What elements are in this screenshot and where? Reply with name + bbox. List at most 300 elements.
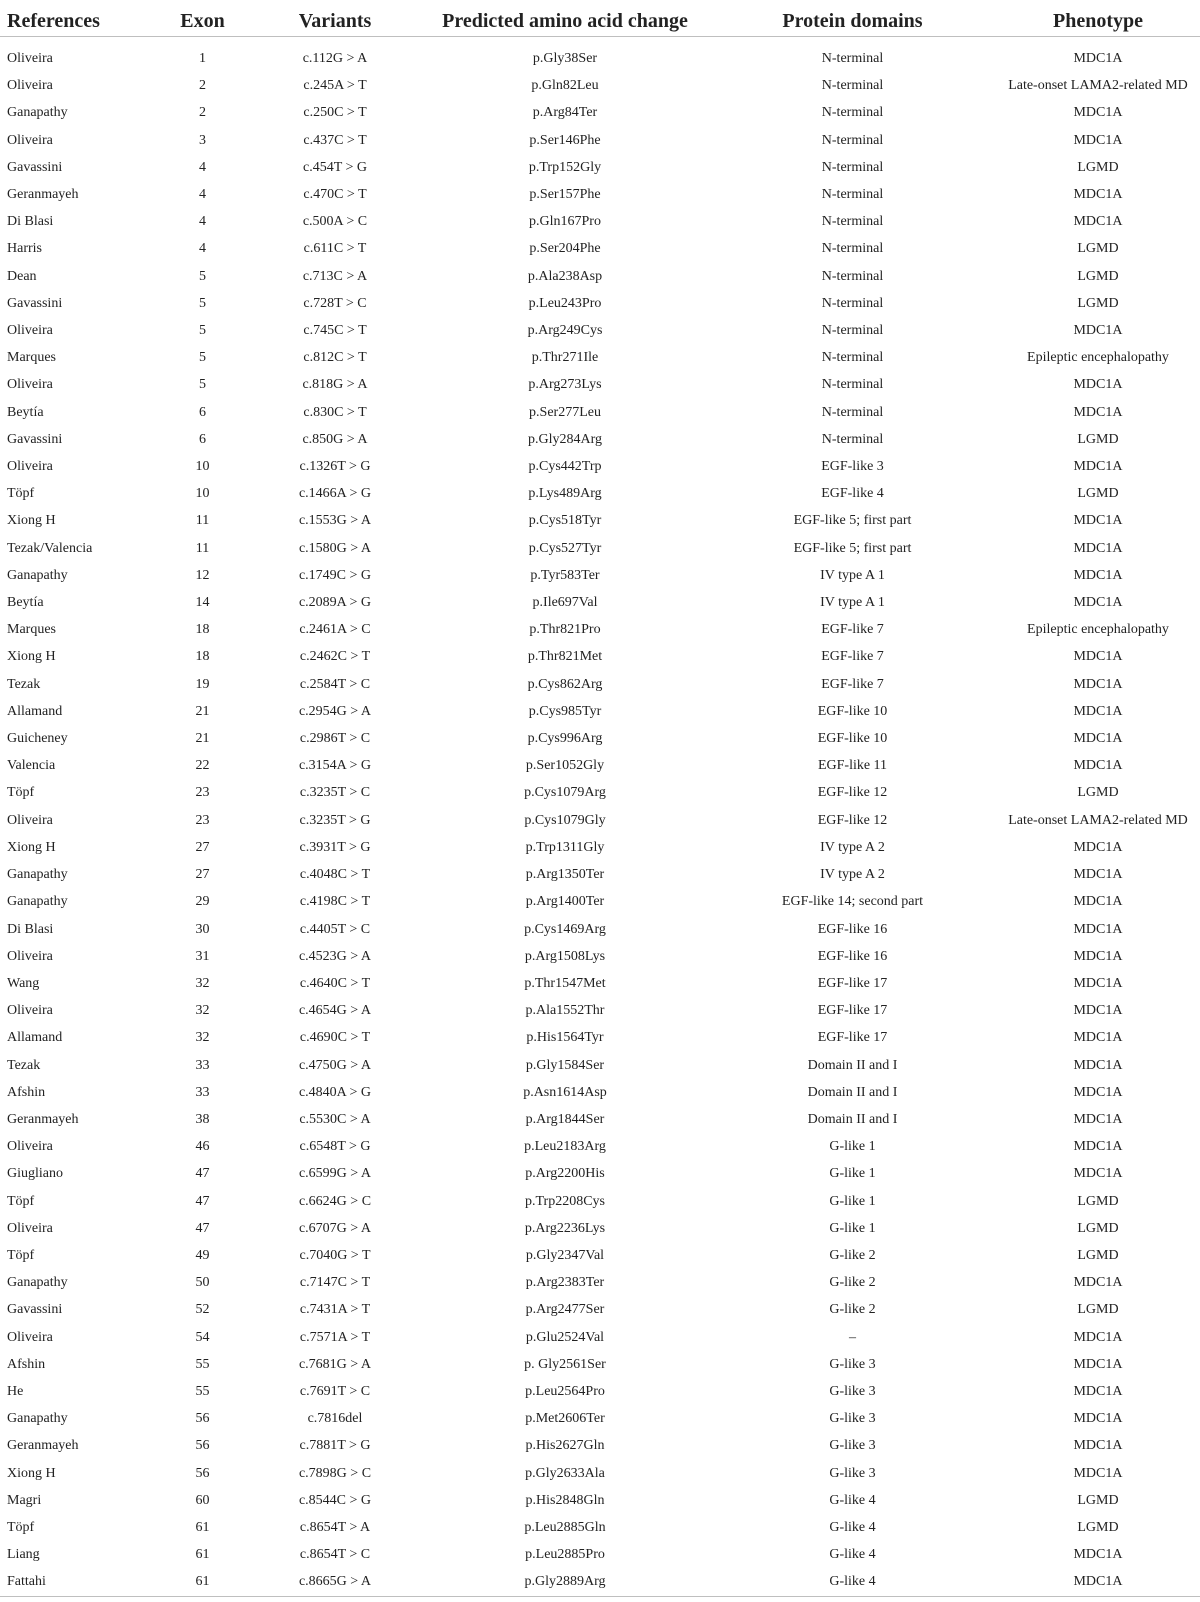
- cell-variant: c.7816del: [307, 1411, 363, 1427]
- cell-variant: c.500A > C: [302, 214, 368, 230]
- header-row: [0, 0, 1200, 37]
- cell-reference: Liang: [7, 1547, 40, 1563]
- table-row: [0, 1133, 1200, 1160]
- cell-aa-change: p.Asn1614Asp: [523, 1084, 607, 1100]
- cell-protein-domain: N-terminal: [821, 404, 884, 420]
- cell-exon: 4: [199, 214, 206, 230]
- cell-reference: Afshin: [7, 1084, 46, 1100]
- cell-phenotype: MDC1A: [1073, 1139, 1123, 1155]
- table-row: [0, 535, 1200, 562]
- cell-aa-change: p.Cys985Tyr: [528, 703, 602, 719]
- cell-exon: 5: [199, 377, 206, 393]
- cell-reference: Allamand: [7, 1030, 63, 1046]
- cell-exon: 61: [195, 1547, 210, 1563]
- cell-variant: c.812C > T: [303, 350, 367, 366]
- cell-variant: c.830C > T: [303, 404, 367, 420]
- table-row: [0, 1024, 1200, 1051]
- table-row: [0, 480, 1200, 507]
- cell-variant: c.6707G > A: [298, 1220, 372, 1236]
- table-row: [0, 37, 1200, 73]
- cell-variant: c.7040G > T: [299, 1247, 371, 1263]
- cell-reference: Tezak: [7, 1057, 41, 1073]
- cell-reference: Gavassini: [7, 1302, 63, 1318]
- cell-aa-change: p.His2848Gln: [525, 1492, 605, 1508]
- table-row: [0, 453, 1200, 480]
- cell-exon: 31: [195, 948, 210, 964]
- cell-protein-domain: EGF-like 5; first part: [793, 540, 912, 556]
- cell-reference: Geranmayeh: [7, 1111, 79, 1127]
- cell-exon: 56: [195, 1411, 210, 1427]
- cell-protein-domain: Domain II and I: [807, 1111, 898, 1127]
- cell-exon: 4: [199, 241, 206, 257]
- cell-variant: c.112G > A: [302, 51, 368, 66]
- cell-variant: c.4750G > A: [298, 1057, 372, 1073]
- cell-variant: c.5530C > A: [299, 1111, 371, 1127]
- cell-aa-change: p.Cys996Arg: [527, 731, 603, 747]
- table-row: [0, 208, 1200, 235]
- cell-exon: 61: [195, 1519, 210, 1535]
- cell-aa-change: p.Arg2477Ser: [525, 1302, 605, 1318]
- cell-variant: c.3154A > G: [298, 758, 372, 774]
- cell-exon: 12: [195, 567, 210, 583]
- cell-protein-domain: EGF-like 17: [817, 1030, 888, 1046]
- cell-variant: c.454T > G: [302, 159, 368, 175]
- table-row: [0, 888, 1200, 915]
- cell-phenotype: MDC1A: [1073, 595, 1123, 611]
- cell-exon: 29: [195, 894, 210, 910]
- cell-variant: c.7681G > A: [298, 1356, 372, 1372]
- cell-protein-domain: N-terminal: [821, 105, 884, 121]
- cell-aa-change: p.Leu2885Gln: [524, 1519, 606, 1535]
- cell-reference: Oliveira: [7, 1329, 53, 1345]
- table-row: [0, 1079, 1200, 1106]
- cell-aa-change: p.Ala1552Thr: [525, 1003, 605, 1019]
- cell-protein-domain: EGF-like 12: [817, 785, 888, 801]
- cell-protein-domain: G-like 3: [829, 1356, 876, 1372]
- cell-aa-change: p.Arg249Cys: [527, 323, 603, 339]
- table-row: [0, 1106, 1200, 1133]
- cell-variant: c.245A > T: [303, 78, 367, 94]
- cell-variant: c.4198C > T: [299, 894, 371, 910]
- cell-protein-domain: G-like 3: [829, 1411, 876, 1427]
- cell-variant: c.4690C > T: [299, 1030, 371, 1046]
- cell-phenotype: MDC1A: [1073, 948, 1123, 964]
- cell-aa-change: p.Gln82Leu: [531, 78, 599, 94]
- cell-exon: 56: [195, 1438, 210, 1454]
- table-row: [0, 1052, 1200, 1079]
- cell-phenotype: MDC1A: [1073, 323, 1123, 339]
- cell-variant: c.7147C > T: [299, 1275, 371, 1291]
- cell-phenotype: MDC1A: [1073, 1111, 1123, 1127]
- cell-phenotype: Epileptic encephalopathy: [1027, 350, 1169, 366]
- cell-phenotype: LGMD: [1077, 1519, 1119, 1535]
- table-row: [0, 807, 1200, 834]
- cell-protein-domain: N-terminal: [821, 323, 884, 339]
- table-row: [0, 99, 1200, 126]
- cell-exon: 32: [195, 975, 210, 991]
- cell-protein-domain: EGF-like 12: [817, 812, 888, 828]
- cell-exon: 27: [195, 867, 210, 883]
- cell-exon: 47: [195, 1166, 210, 1182]
- cell-aa-change: p.Cys1079Gly: [524, 812, 606, 828]
- cell-aa-change: p.Arg273Lys: [528, 377, 602, 393]
- cell-protein-domain: EGF-like 5; first part: [793, 513, 912, 529]
- cell-protein-domain: G-like 1: [829, 1193, 876, 1209]
- cell-phenotype: LGMD: [1077, 268, 1119, 284]
- cell-reference: Oliveira: [7, 132, 53, 148]
- cell-reference: Xiong H: [7, 513, 56, 529]
- cell-reference: Tezak: [7, 676, 41, 692]
- cell-aa-change: p.Leu2564Pro: [525, 1383, 605, 1399]
- table-row: [0, 698, 1200, 725]
- cell-protein-domain: N-terminal: [821, 268, 884, 284]
- cell-phenotype: MDC1A: [1073, 459, 1123, 475]
- cell-phenotype: LGMD: [1077, 1220, 1119, 1236]
- cell-variant: c.4048C > T: [299, 867, 371, 883]
- cell-exon: 61: [150, 1568, 255, 1596]
- cell-protein-domain: IV type A 1: [820, 567, 885, 583]
- cell-exon: 5: [199, 323, 206, 339]
- cell-variant: c.8544C > G: [298, 1492, 372, 1508]
- cell-aa-change: p.Cys442Trp: [528, 459, 602, 475]
- cell-phenotype: MDC1A: [1073, 975, 1123, 991]
- cell-phenotype: LGMD: [1077, 1492, 1119, 1508]
- cell-exon: 2: [199, 78, 206, 94]
- cell-phenotype: MDC1A: [1073, 187, 1123, 203]
- cell-variant: c.4840A > G: [298, 1084, 372, 1100]
- cell-exon: 3: [199, 132, 206, 148]
- table-row: [0, 752, 1200, 779]
- table-row: [0, 725, 1200, 752]
- cell-reference: Giugliano: [7, 1166, 63, 1182]
- cell-reference: Tezak/Valencia: [7, 540, 93, 556]
- cell-exon: 54: [195, 1329, 210, 1345]
- cell-reference: Töpf: [7, 785, 35, 801]
- cell-exon: 55: [195, 1383, 210, 1399]
- cell-protein-domain: G-like 3: [829, 1465, 876, 1481]
- cell-variant: c.470C > T: [303, 187, 367, 203]
- table-row: [0, 426, 1200, 453]
- table-row: [0, 997, 1200, 1024]
- cell-aa-change: p.Trp152Gly: [528, 159, 602, 175]
- cell-protein-domain: N-terminal: [821, 350, 884, 366]
- cell-reference: Oliveira: [7, 78, 53, 94]
- cell-protein-domain: G-like 3: [829, 1438, 876, 1454]
- cell-aa-change: p. Gly2561Ser: [524, 1356, 606, 1372]
- cell-reference: Beytía: [7, 595, 44, 611]
- cell-phenotype: MDC1A: [1073, 703, 1123, 719]
- cell-aa-change: p.Cys527Tyr: [528, 540, 602, 556]
- cell-reference: Oliveira: [7, 812, 53, 828]
- cell-exon: 55: [195, 1356, 210, 1372]
- cell-aa-change: p.Cys1469Arg: [524, 921, 606, 937]
- cell-reference: Xiong H: [7, 1465, 56, 1481]
- cell-phenotype: MDC1A: [1073, 867, 1123, 883]
- cell-aa-change: p.Ala238Asp: [527, 268, 603, 284]
- cell-aa-change: p.Thr821Pro: [529, 622, 601, 638]
- table-row: [0, 1432, 1200, 1459]
- cell-variant: c.4405T > C: [299, 921, 371, 937]
- cell-exon: 6: [199, 404, 206, 420]
- cell-phenotype: MDC1A: [1073, 1003, 1123, 1019]
- cell-phenotype: LGMD: [1077, 295, 1119, 311]
- cell-aa-change: p.His1564Tyr: [526, 1030, 604, 1046]
- cell-variant: c.6599G > A: [298, 1166, 372, 1182]
- table-row: [0, 1378, 1200, 1405]
- cell-reference: Töpf: [7, 486, 35, 502]
- cell-aa-change: p.Ser157Phe: [529, 187, 601, 203]
- cell-variant: c.4640C > T: [299, 975, 371, 991]
- cell-phenotype: MDC1A: [1073, 1030, 1123, 1046]
- cell-exon: 46: [195, 1139, 210, 1155]
- cell-exon: 21: [195, 731, 210, 747]
- cell-phenotype: MDC1A: [1073, 649, 1123, 665]
- cell-protein-domain: G-like 1: [829, 1139, 876, 1155]
- cell-reference: Beytía: [7, 404, 44, 420]
- cell-aa-change: p.Arg2200His: [525, 1166, 605, 1182]
- cell-variant: c.2954G > A: [298, 703, 372, 719]
- cell-phenotype: MDC1A: [1073, 567, 1123, 583]
- cell-aa-change: p.Ile697Val: [532, 595, 598, 611]
- cell-aa-change: p.Leu243Pro: [528, 295, 602, 311]
- cell-variant: c.611C > T: [303, 241, 367, 257]
- cell-reference: Ganapathy: [7, 1411, 68, 1427]
- cell-exon: 5: [199, 350, 206, 366]
- cell-protein-domain: EGF-like 11: [817, 758, 888, 774]
- cell-aa-change: p.Ser277Leu: [529, 404, 601, 420]
- cell-exon: 18: [195, 649, 210, 665]
- cell-reference: Xiong H: [7, 839, 56, 855]
- cell-aa-change: p.Trp2208Cys: [524, 1193, 605, 1209]
- table-row: [0, 589, 1200, 616]
- cell-reference: Oliveira: [7, 1220, 53, 1236]
- cell-phenotype: MDC1A: [1073, 839, 1123, 855]
- cell-exon: 33: [195, 1057, 210, 1073]
- header-variants: Variants: [255, 0, 415, 37]
- cell-reference: Di Blasi: [7, 214, 54, 230]
- cell-phenotype: MDC1A: [1073, 1383, 1123, 1399]
- cell-variant: c.713C > A: [302, 268, 368, 284]
- cell-reference: Harris: [7, 241, 42, 257]
- cell-reference: Wang: [7, 975, 40, 991]
- cell-variant: c.6624G > C: [298, 1193, 372, 1209]
- cell-reference: Magri: [7, 1492, 42, 1508]
- cell-exon: 1: [199, 51, 206, 66]
- cell-protein-domain: N-terminal: [821, 51, 884, 66]
- cell-reference: Ganapathy: [7, 1275, 68, 1291]
- cell-variant: c.8654T > C: [299, 1547, 371, 1563]
- cell-aa-change: p.Met2606Ter: [525, 1411, 605, 1427]
- cell-phenotype: MDC1A: [1073, 377, 1123, 393]
- cell-exon: 21: [195, 703, 210, 719]
- cell-variant: c.7691T > C: [299, 1383, 371, 1399]
- table-row: [0, 1269, 1200, 1296]
- table-row: [0, 1541, 1200, 1568]
- cell-reference: Marques: [7, 622, 56, 638]
- cell-variant: c.2462C > T: [299, 649, 371, 665]
- cell-exon: 50: [195, 1275, 210, 1291]
- cell-reference: Ganapathy: [7, 567, 68, 583]
- cell-variant: c.1326T > G: [299, 459, 371, 475]
- cell-exon: 32: [195, 1003, 210, 1019]
- cell-exon: 49: [195, 1247, 210, 1263]
- cell-protein-domain: EGF-like 16: [817, 921, 888, 937]
- cell-exon: 32: [195, 1030, 210, 1046]
- cell-exon: 47: [195, 1193, 210, 1209]
- cell-phenotype: MDC1A: [1073, 214, 1123, 230]
- table-row: [0, 1487, 1200, 1514]
- cell-exon: 10: [195, 486, 210, 502]
- table-row: [0, 399, 1200, 426]
- cell-protein-domain: IV type A 1: [820, 595, 885, 611]
- cell-protein-domain: EGF-like 4: [821, 486, 884, 502]
- cell-reference: Afshin: [7, 1356, 46, 1372]
- table-body: [0, 37, 1200, 1597]
- cell-reference: Fattahi: [0, 1568, 150, 1596]
- cell-reference: Oliveira: [7, 51, 53, 66]
- cell-reference: Allamand: [7, 703, 63, 719]
- cell-exon: 2: [199, 105, 206, 121]
- cell-aa-change: p.Cys862Arg: [527, 676, 603, 692]
- cell-phenotype: LGMD: [1077, 1302, 1119, 1318]
- cell-aa-change: p.Ser1052Gly: [525, 758, 605, 774]
- cell-reference: Ganapathy: [7, 867, 68, 883]
- cell-protein-domain: EGF-like 7: [821, 676, 884, 692]
- cell-protein-domain: EGF-like 17: [817, 1003, 888, 1019]
- cell-phenotype: LGMD: [1077, 431, 1119, 447]
- table-row: [0, 1405, 1200, 1432]
- cell-protein-domain: G-like 3: [829, 1383, 876, 1399]
- cell-phenotype: MDC1A: [1073, 404, 1123, 420]
- table-row: [0, 1296, 1200, 1323]
- table-row: [0, 1242, 1200, 1269]
- cell-reference: Xiong H: [7, 649, 56, 665]
- cell-protein-domain: N-terminal: [821, 159, 884, 175]
- cell-phenotype: LGMD: [1077, 241, 1119, 257]
- cell-protein-domain: N-terminal: [821, 78, 884, 94]
- cell-reference: Di Blasi: [7, 921, 54, 937]
- table-row: [0, 943, 1200, 970]
- cell-phenotype: MDC1A: [990, 1568, 1200, 1596]
- cell-aa-change: p.Cys1079Arg: [524, 785, 606, 801]
- cell-phenotype: Late-onset LAMA2-related MD: [1008, 812, 1188, 828]
- cell-exon: 6: [199, 431, 206, 447]
- cell-reference: Valencia: [7, 758, 56, 774]
- cell-reference: Gavassini: [7, 431, 63, 447]
- table-row: [0, 1324, 1200, 1351]
- cell-aa-change: p.Trp1311Gly: [525, 839, 605, 855]
- cell-phenotype: MDC1A: [1073, 1438, 1123, 1454]
- header-protein-domains: Protein domains: [715, 0, 990, 37]
- cell-variant: c.250C > T: [303, 105, 367, 121]
- cell-aa-change: p.Leu2885Pro: [525, 1547, 605, 1563]
- table-row: [0, 290, 1200, 317]
- table-row: [0, 181, 1200, 208]
- cell-exon: 14: [195, 595, 210, 611]
- cell-reference: Oliveira: [7, 1139, 53, 1155]
- cell-reference: Töpf: [7, 1519, 35, 1535]
- cell-protein-domain: EGF-like 10: [817, 703, 888, 719]
- cell-exon: 47: [195, 1220, 210, 1236]
- table-row: [0, 371, 1200, 398]
- cell-reference: Guicheney: [7, 731, 68, 747]
- cell-variant: c.2584T > C: [299, 676, 371, 692]
- cell-exon: 5: [199, 295, 206, 311]
- cell-reference: Oliveira: [7, 459, 53, 475]
- table-row: [0, 970, 1200, 997]
- cell-protein-domain: Domain II and I: [807, 1084, 898, 1100]
- cell-aa-change: p.Gly2889Arg: [415, 1568, 715, 1596]
- cell-protein-domain: EGF-like 16: [817, 948, 888, 964]
- cell-variant: c.1553G > A: [298, 513, 372, 529]
- cell-protein-domain: N-terminal: [821, 214, 884, 230]
- cell-aa-change: p.Gly1584Ser: [525, 1057, 605, 1073]
- cell-phenotype: LGMD: [1077, 1247, 1119, 1263]
- table-row: [0, 154, 1200, 181]
- cell-phenotype: MDC1A: [1073, 1084, 1123, 1100]
- cell-reference: Gavassini: [7, 159, 63, 175]
- cell-exon: 23: [195, 812, 210, 828]
- cell-phenotype: MDC1A: [1073, 1411, 1123, 1427]
- cell-aa-change: p.Ser146Phe: [529, 132, 601, 148]
- cell-protein-domain: IV type A 2: [820, 867, 885, 883]
- cell-aa-change: p.Gly38Ser: [532, 51, 598, 66]
- cell-variant: c.728T > C: [303, 295, 367, 311]
- cell-variant: c.2461A > C: [299, 622, 371, 638]
- cell-variant: c.3931T > G: [299, 839, 371, 855]
- cell-exon: 60: [195, 1492, 210, 1508]
- cell-protein-domain: N-terminal: [821, 295, 884, 311]
- cell-protein-domain: EGF-like 10: [817, 731, 888, 747]
- cell-aa-change: p.Glu2524Val: [525, 1329, 605, 1345]
- cell-exon: 11: [195, 540, 210, 556]
- cell-protein-domain: G-like 4: [829, 1547, 876, 1563]
- cell-protein-domain: EGF-like 7: [821, 622, 884, 638]
- cell-aa-change: p.Tyr583Ter: [530, 567, 600, 583]
- cell-variant: c.818G > A: [302, 377, 368, 393]
- cell-exon: 38: [195, 1111, 210, 1127]
- cell-reference: Oliveira: [7, 377, 53, 393]
- cell-protein-domain: IV type A 2: [820, 839, 885, 855]
- cell-phenotype: MDC1A: [1073, 1057, 1123, 1073]
- cell-aa-change: p.Arg2236Lys: [524, 1220, 606, 1236]
- cell-exon: 23: [195, 785, 210, 801]
- cell-variant: c.8654T > A: [299, 1519, 371, 1535]
- cell-variant: c.7881T > G: [299, 1438, 371, 1454]
- cell-phenotype: MDC1A: [1073, 1465, 1123, 1481]
- cell-variant: c.6548T > G: [299, 1139, 371, 1155]
- cell-aa-change: p.Arg84Ter: [532, 105, 598, 121]
- cell-protein-domain: –: [849, 1329, 856, 1345]
- cell-aa-change: p.Thr271Ile: [531, 350, 599, 366]
- cell-reference: Töpf: [7, 1193, 35, 1209]
- cell-exon: 27: [195, 839, 210, 855]
- cell-variant: c.8665G > A: [255, 1568, 415, 1596]
- cell-phenotype: MDC1A: [1073, 51, 1123, 66]
- cell-variant: c.4523G > A: [298, 948, 372, 964]
- cell-protein-domain: N-terminal: [821, 241, 884, 257]
- cell-variant: c.3235T > G: [299, 812, 371, 828]
- cell-phenotype: MDC1A: [1073, 513, 1123, 529]
- cell-exon: 10: [195, 459, 210, 475]
- cell-exon: 33: [195, 1084, 210, 1100]
- cell-aa-change: p.Gly284Arg: [527, 431, 603, 447]
- cell-phenotype: MDC1A: [1073, 1275, 1123, 1291]
- cell-aa-change: p.Cys518Tyr: [528, 513, 602, 529]
- table-row: [0, 861, 1200, 888]
- table-row: [0, 1215, 1200, 1242]
- cell-exon: 19: [195, 676, 210, 692]
